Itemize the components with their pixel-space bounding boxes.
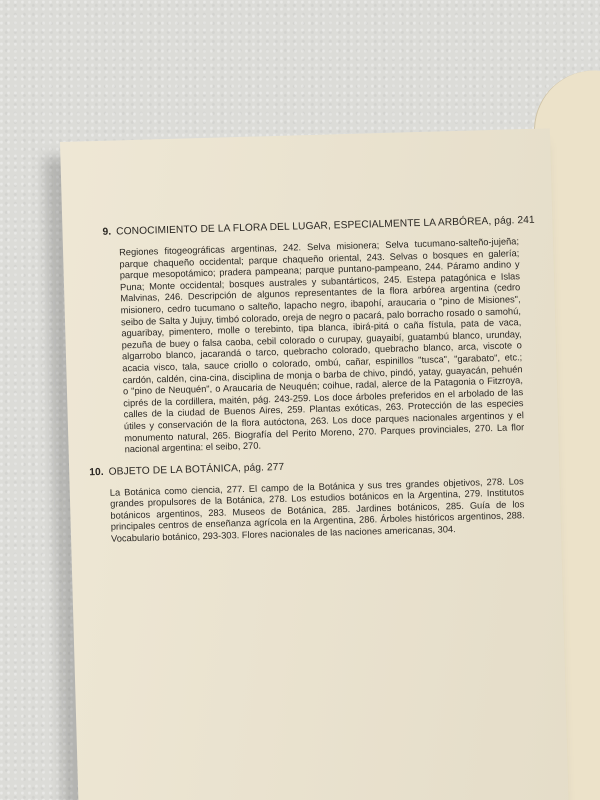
section-10 — [89, 455, 537, 546]
section-title: OBJETO DE LA BOTÁNICA, pág. 277 — [108, 461, 285, 478]
section-title: CONOCIMIENTO DE LA FLORA DEL LUGAR, ESPECIALMENTE LA ARBÓREA, pág. 241 — [116, 214, 535, 238]
section-9 — [98, 215, 534, 457]
book-page — [60, 128, 569, 800]
section-heading — [89, 455, 535, 478]
section-body — [110, 476, 525, 546]
section-number: 10. — [89, 466, 104, 478]
section-heading — [102, 214, 535, 238]
section-number: 9. — [102, 226, 112, 238]
section-paragraph: Regiones fitogeográficas argentinas, 242. Selva misionera; Selva tucumano-salteño-jujeña; parque chaqueño occidental; parque chaqueño oriental, 243. Selvas o bosques en galería; parque mesopotámico; pradera pampeana; parque puntano-pampeano, 244. Páramo andino y Puna; Monte occidental; bosques australes y subantárticos, 245. Estepa patagónica e Islas Malvinas, 246. Descripción de algunos representantes de la flora arbórea argentina (cedro misionero, cedro tucumano o salteño, lapacho negro, ibapohí, araucaria o "pino de Misiones", seibo de Salta y Jujuy, timbó colorado, oreja de negro o pacará, palo borracho rosado o samohú, aguaribay, pimentero, molle o terebinto, tipa blanca, ibirá-pitá o caña fístula, pata de vaca, pezuña de buey o falsa caoba, cebil colorado o curupay, guayaibí, guatambú blanco, urunday, algarrobo blanco, jacarandá o tarco, quebracho colorado, quebracho blanco, arca, viscote o acacia visco, tala, sauce criollo o colorado, ombú, cañar, espinillos "tusca", "garabato", etc.; cardón, caldén, cina-cina, disciplina de monja o barba de chivo, pindó, yatay, guayacán, pehuén o "pino de Neuquén", o Araucaria de Neuquén; coihue, radal, alerce de la Patagonia o Fitzroya, ciprés de la cordillera, maitén, pág. 243-259. Los doce árboles preferidos en el arbolado de las calles de la ciudad de Buenos Aires, 259. Plantas exóticas, 263. Protección de las especies útiles y conservación de la flora autóctona, 263. Los doce parques nacionales argentinos y el monumento natural, 265. Biografía del Perito Moreno, 270. Parques provinciales, 270. La flor nacional argentina: el seibo, 270. — [118, 236, 525, 455]
section-body — [119, 236, 525, 456]
page-content — [89, 214, 537, 556]
section-paragraph: La Botánica como ciencia, 277. El campo de la Botánica y sus tres grandes objetivos, 278. Los grandes propulsores de la Botánica, 278. Los estudios botánicos en la Argentina, 279. Institutos botánicos argentinos, 283. Museos de Botánica, 285. Jardines botánicos, 285. Guía de los principales centros de enseñanza agrícola en la Argentina, 286. Árboles históricos argentinos, 288. Vocabulario botánico, 293-303. Flores nacionales de las naciones americanas, 304. — [109, 475, 525, 544]
